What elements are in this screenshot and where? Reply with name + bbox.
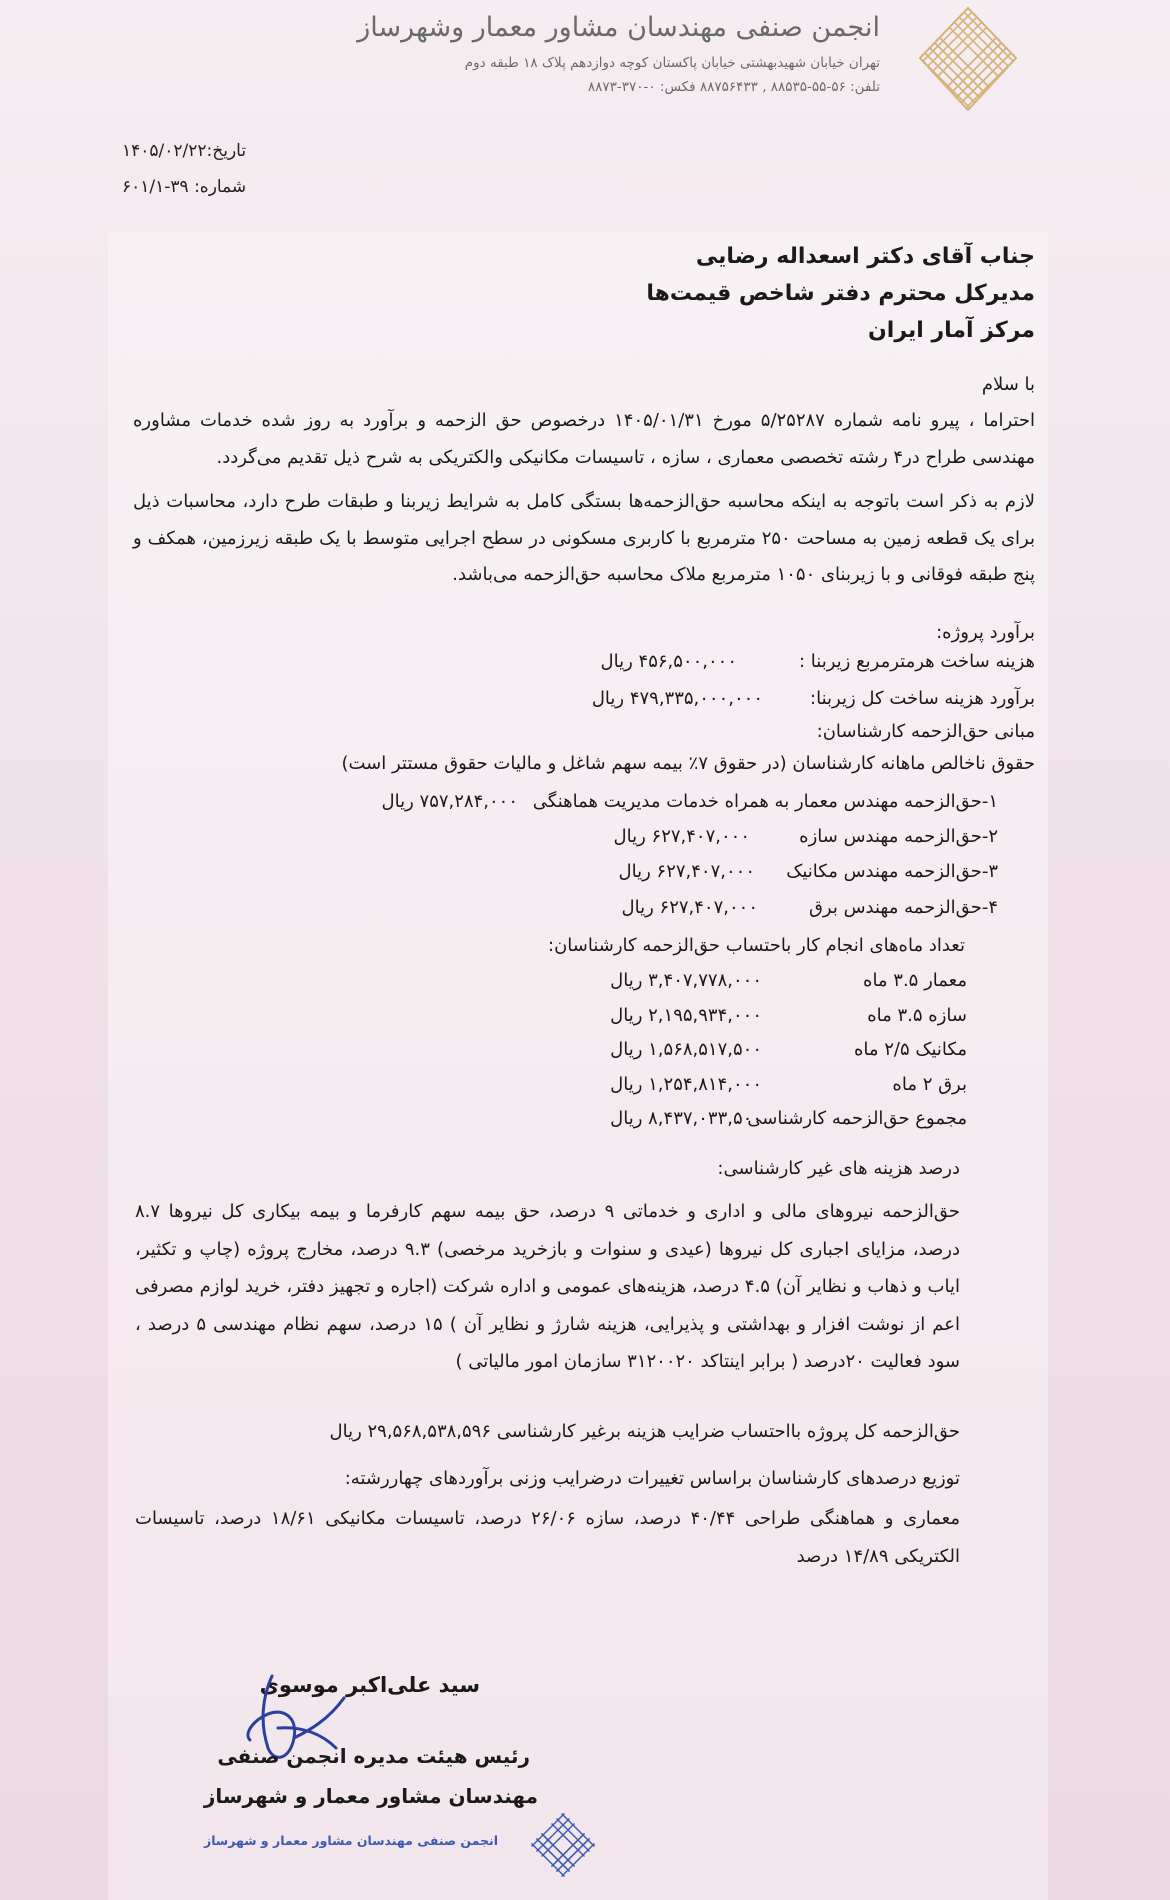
signatory-title-line-2: مهندسان مشاور معمار و شهرساز (203, 1784, 538, 1808)
fee-item-2-value: ۶۲۷,۴۰۷,۰۰۰ ریال (613, 826, 750, 847)
greeting: با سلام (981, 374, 1035, 395)
months-heading: تعداد ماه‌های انجام کار باحتساب حق‌الزحمه کارشناسان: (548, 935, 965, 956)
distribution-paragraph: معماری و هماهنگی طراحی ۴۰/۴۴ درصد، سازه ۲۶/۰۶ درصد، تاسیسات مکانیکی ۱۸/۶۱ درصد، تاسیسات الکتریکی ۱۴/۸۹ درصد (135, 1508, 960, 1567)
total-cost-label: برآورد هزینه ساخت کل زیربنا: (810, 688, 1035, 709)
recipient-line-2: مدیرکل محترم دفتر شاخص قیمت‌ها (646, 281, 1035, 306)
months-row-1-label: معمار ۳.۵ ماه (863, 970, 967, 991)
months-row-2-value: ۲,۱۹۵,۹۳۴,۰۰۰ ریال (610, 1005, 762, 1026)
letterhead (0, 0, 1170, 135)
noncost-paragraph: حق‌الزحمه نیروهای مالی و اداری و خدماتی ۹ درصد، حق بیمه سهم کارفرما و بیمه بیکاری کل نیروها ۸.۷ درصد، مزایای اجباری کل نیروها (عیدی و سنوات و بازخرید مرخصی) ۹.۳ درصد، مخارج پروژه (چاپ و تکثیر، ایاب و ذهاب و نظایر آن) ۴.۵ درصد، هزینه‌های عمومی و اداره شرکت (اجاره و تجهیز دفتر، خرید لوازم مصرفی اعم از نوشت افزار و بهداشتی و پذیرایی، هزینه شارژ و نظایر آن ) ۱۵ درصد، سهم نظام مهندسی ۵ درصد ، سود فعالیت ۲۰درصد ( برابر اینتاکد ۳۱۲۰۰۲۰ سازمان امور مالیاتی ) (135, 1201, 960, 1372)
months-total-label: مجموع حق‌الزحمه کارشناسی (747, 1108, 967, 1129)
distribution-heading: توزیع درصدهای کارشناسان براساس تغییرات درضرایب وزنی برآوردهای چهاررشته: (344, 1468, 960, 1489)
noncost-heading: درصد هزینه های غیر کارشناسی: (717, 1158, 960, 1179)
months-row-4-value: ۱,۲۵۴,۸۱۴,۰۰۰ ریال (610, 1074, 762, 1095)
letter-body-panel (108, 232, 1048, 1900)
months-row-3-label: مکانیک ۲/۵ ماه (853, 1039, 967, 1060)
organization-name: انجمن صنفی مهندسان مشاور معمار وشهرساز (357, 12, 880, 43)
fee-item-3-value: ۶۲۷,۴۰۷,۰۰۰ ریال (618, 861, 755, 882)
cost-per-m2-label: هزینه ساخت هرمترمربع زیربنا : (799, 651, 1035, 672)
fee-item-2-label: ۲-حق‌الزحمه مهندس سازه (799, 826, 998, 847)
recipient-line-1: جناب آقای دکتر اسعداله رضایی (695, 244, 1035, 269)
fee-item-4-label: ۴-حق‌الزحمه مهندس برق (808, 897, 998, 918)
estimate-heading: برآورد پروژه: (936, 622, 1035, 643)
fees-subheading: حقوق ناخالص ماهانه کارشناسان (در حقوق ۷٪ بیمه سهم شاغل و مالیات حقوق مستتر است) (341, 753, 1035, 774)
intro-paragraph: احتراما ، پیرو نامه شماره ۵/۲۵۲۸۷ مورخ ۱۴۰۵/۰۱/۳۱ درخصوص حق الزحمه و برآورد به روز شده خدمات مشاوره مهندسی طراح در۴ رشته تخصصی معماری ، سازه ، تاسیسات مکانیکی والکتریکی به شرح ذیل تقدیم می‌گردد. (133, 410, 1035, 468)
stamp-text: انجمن صنفی مهندسان مشاور معمار و شهرساز (204, 1833, 498, 1848)
letter-date: تاریخ:۱۴۰۵/۰۲/۲۲ (122, 141, 247, 161)
months-row-2-label: سازه ۳.۵ ماه (867, 1005, 967, 1026)
signatory-name: سید علی‌اکبر موسوی (259, 1673, 480, 1697)
project-total-line: حق‌الزحمه کل پروژه بااحتساب ضرایب هزینه برغیر کارشناسی ۲۹,۵۶۸,۵۳۸,۵۹۶ ریال (329, 1421, 960, 1442)
fee-item-1-value: ۷۵۷,۲۸۴,۰۰۰ ریال (381, 791, 518, 812)
fee-item-4-value: ۶۲۷,۴۰۷,۰۰۰ ریال (621, 897, 758, 918)
organization-logo-icon (918, 6, 1018, 116)
signatory-title-line-1: رئیس هیئت مدیره انجمن صنفی (217, 1744, 530, 1768)
organization-phones: تلفن: ۵۶-۵۵-۸۸۵۳۵ , ۸۸۷۵۶۴۳۳ فکس: ۰-۳۷۰-۸۸۷۳ (587, 79, 880, 95)
fee-item-3-label: ۳-حق‌الزحمه مهندس مکانیک (786, 861, 998, 882)
note-paragraph: لازم به ذکر است باتوجه به اینکه محاسبه حق‌الزحمه‌ها بستگی کامل به شرایط زیربنا و طبقات طرح دارد، محاسبات ذیل برای یک قطعه زمین به مساحت ۲۵۰ مترمربع با کاربری مسکونی در سطح اجرایی متوسط با یک طبقه زیرزمین، همکف و پنج طبقه فوقانی و با زیربنای ۱۰۵۰ مترمربع ملاک محاسبه حق‌الزحمه می‌باشد. (133, 491, 1035, 585)
months-total-value: ۸,۴۳۷,۰۳۳,۵۰۰ ریال (610, 1108, 762, 1129)
fees-heading: مبانی حق‌الزحمه کارشناسان: (816, 721, 1035, 742)
months-row-1-value: ۳,۴۰۷,۷۷۸,۰۰۰ ریال (610, 970, 762, 991)
organization-address: تهران خیابان شهیدبهشتی خیابان پاکستان کوچه دوازدهم پلاک ۱۸ طبقه دوم (464, 55, 880, 71)
fee-item-1-label: ۱-حق‌الزحمه مهندس معمار به همراه خدمات مدیریت هماهنگی (532, 791, 998, 812)
total-cost-value: ۴۷۹,۳۳۵,۰۰۰,۰۰۰ ریال (591, 688, 763, 709)
recipient-line-3: مرکز آمار ایران (868, 318, 1035, 343)
cost-per-m2-value: ۴۵۶,۵۰۰,۰۰۰ ریال (600, 651, 737, 672)
letter-number: شماره: ۳۹-۶۰۱/۱ (122, 177, 247, 197)
months-row-4-label: برق ۲ ماه (892, 1074, 967, 1095)
months-row-3-value: ۱,۵۶۸,۵۱۷,۵۰۰ ریال (610, 1039, 762, 1060)
organization-stamp-icon (528, 1810, 598, 1880)
